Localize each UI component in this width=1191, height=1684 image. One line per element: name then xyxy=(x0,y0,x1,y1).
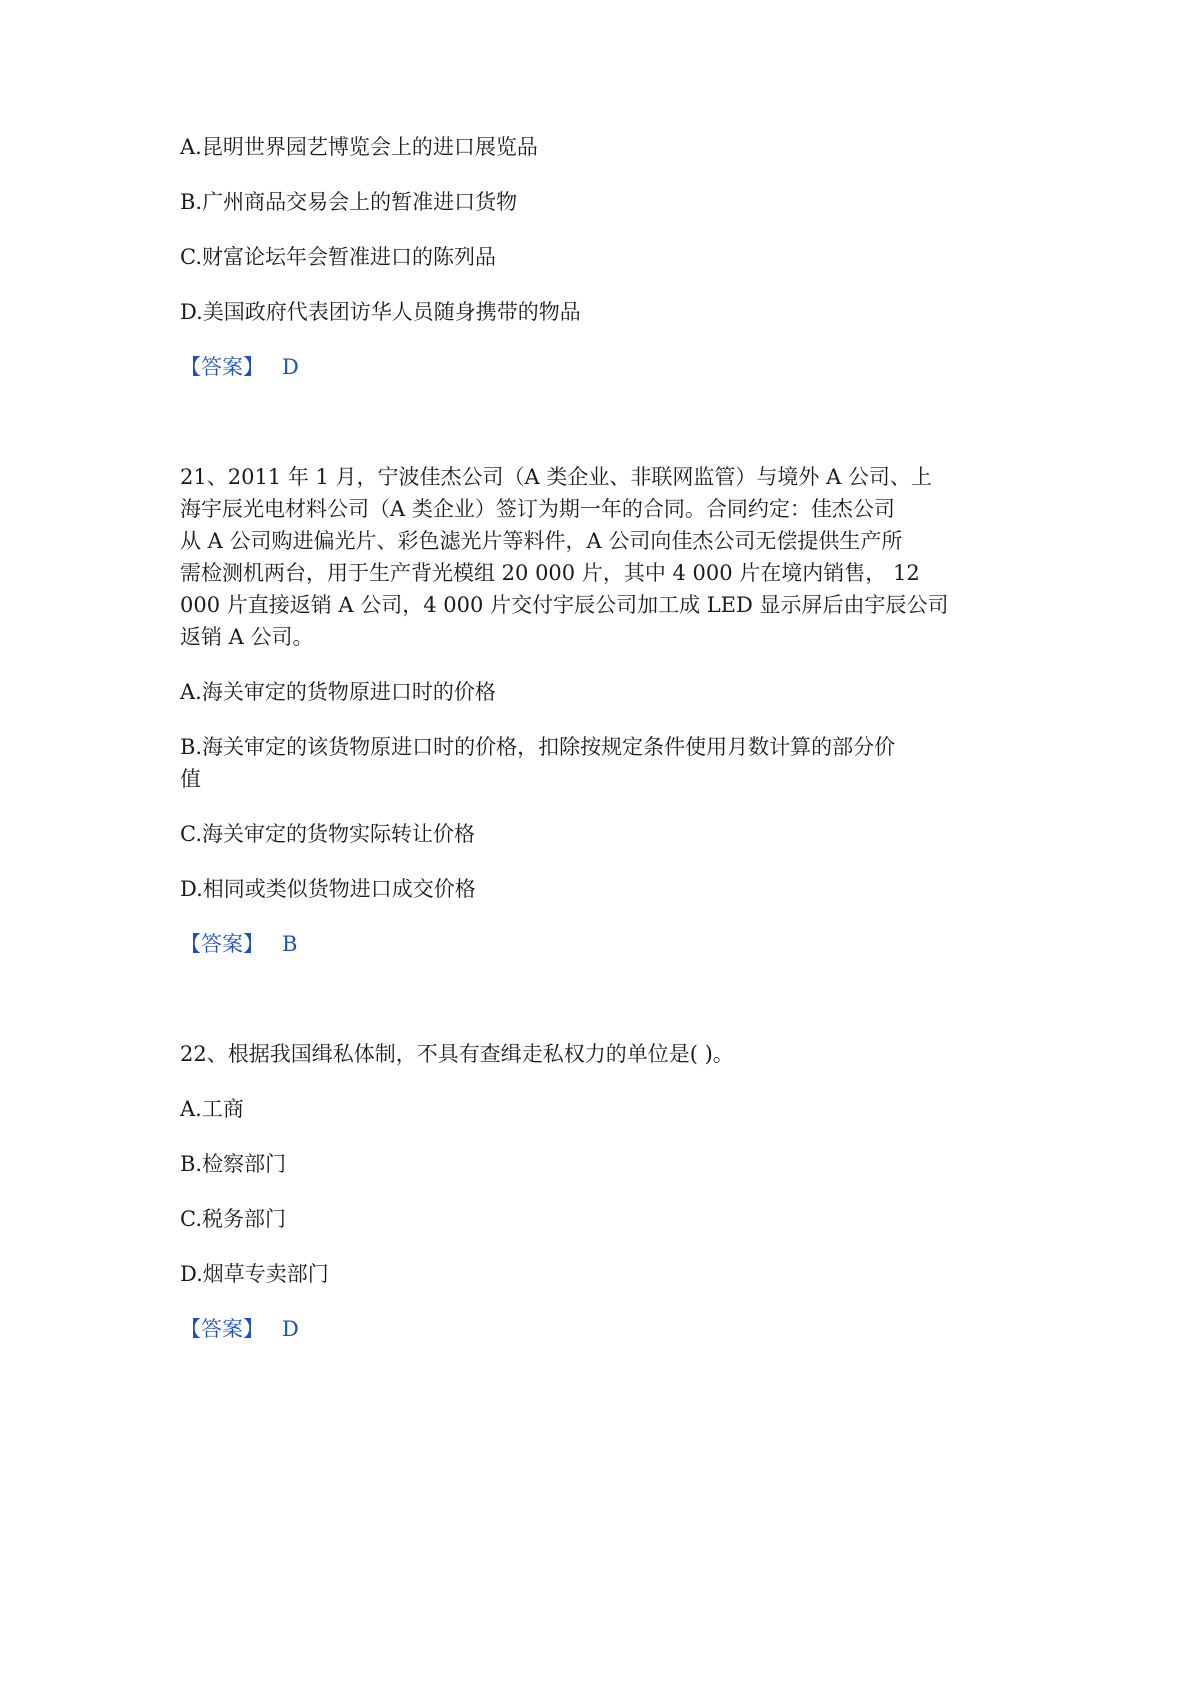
q20-answer xyxy=(180,350,299,384)
q22-option-c: C.税务部门 xyxy=(180,1207,286,1231)
q21-option-c: C.海关审定的货物实际转让价格 xyxy=(180,822,475,846)
q20-option-c: C.财富论坛年会暂准进口的陈列品 xyxy=(180,245,496,269)
q21-option-b: B.海关审定的该货物原进口时的价格，扣除按规定条件使用月数计算的部分价 xyxy=(180,735,896,759)
q21-stem-line-1: 21、2011 年 1 月，宁波佳杰公司（A 类企业、非联网监管）与境外 A 公司、上 xyxy=(180,465,932,489)
answer-value: B xyxy=(282,932,298,956)
q21-option-a: A.海关审定的货物原进口时的价格 xyxy=(180,680,496,704)
q20-option-a: A.昆明世界园艺博览会上的进口展览品 xyxy=(180,135,538,159)
q22-option-a: A.工商 xyxy=(180,1097,244,1121)
answer-label: 【答案】 xyxy=(180,1317,264,1341)
answer-label: 【答案】 xyxy=(180,355,264,379)
q20-option-b: B.广州商品交易会上的暂准进口货物 xyxy=(180,190,518,214)
q21-stem-line-4: 需检测机两台，用于生产背光模组 20 000 片，其中 4 000 片在境内销售， 12 xyxy=(180,561,920,585)
q21-answer xyxy=(180,927,297,961)
q22-answer xyxy=(180,1312,299,1346)
q22-option-d: D.烟草专卖部门 xyxy=(180,1262,329,1286)
q21-stem-line-3: 从 A 公司购进偏光片、彩色滤光片等料件，A 公司向佳杰公司无偿提供生产所 xyxy=(180,529,903,553)
answer-label: 【答案】 xyxy=(180,932,264,956)
answer-value: D xyxy=(282,355,299,379)
q21-stem-line-6: 返销 A 公司。 xyxy=(180,625,314,649)
q21-option-b-cont: 值 xyxy=(180,767,201,791)
q21-stem-line-2: 海宇辰光电材料公司（A 类企业）签订为期一年的合同。合同约定：佳杰公司 xyxy=(180,497,895,521)
q22-stem: 22、根据我国缉私体制，不具有查缉走私权力的单位是( )。 xyxy=(180,1042,734,1066)
q20-option-d: D.美国政府代表团访华人员随身携带的物品 xyxy=(180,300,581,324)
answer-value: D xyxy=(282,1317,299,1341)
q21-option-d: D.相同或类似货物进口成交价格 xyxy=(180,877,476,901)
q22-option-b: B.检察部门 xyxy=(180,1152,287,1176)
q21-stem-line-5: 000 片直接返销 A 公司，4 000 片交付宇辰公司加工成 LED 显示屏后由宇辰公司 xyxy=(180,593,949,617)
